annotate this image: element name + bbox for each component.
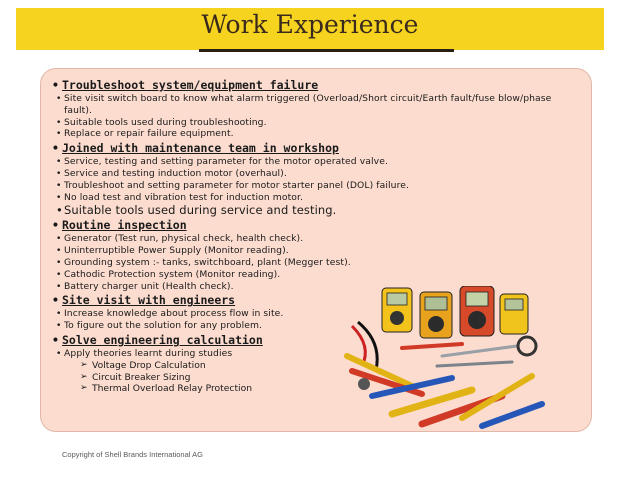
list-item: • Suitable tools used during troubleshooting. [52,117,552,129]
sub-item: ➢ Circuit Breaker Sizing [80,371,191,383]
list-item: • Grounding system :- tanks, switchboard, plant (Megger test). [52,257,552,269]
copyright-text: Copyright of Shell Brands International AG [62,450,203,459]
list-item: • Increase knowledge about process flow in site. [52,308,552,320]
arrow-bullet-icon: ➢ [80,359,88,370]
list-item: • Uninterruptible Power Supply (Monitor reading). [52,245,552,257]
list-item: • Site visit switch board to know what alarm triggered (Overload/Short circuit/Earth fault/fuse blow/phase fault). [52,93,552,117]
arrow-bullet-icon: ➢ [80,383,88,394]
sub-item: ➢ Thermal Overload Relay Protection [80,383,253,395]
sub-item: ➢ Voltage Drop Calculation [80,359,206,371]
list-item: • Apply theories learnt during studies [52,348,552,360]
section-troubleshoot [52,78,552,140]
title-bar [16,8,604,50]
section-heading: • Troubleshoot system/equipment failure [52,78,319,92]
slide-title: Work Experience [201,10,419,39]
list-item: • Suitable tools used during service and testing. [52,203,552,217]
list-item: • Cathodic Protection system (Monitor reading). [52,269,552,281]
list-item: • Replace or repair failure equipment. [52,128,552,140]
section-heading: • Solve engineering calculation [52,332,263,347]
section-routine-inspection [52,218,552,292]
section-heading: • Site visit with engineers [52,293,236,308]
arrow-bullet-icon: ➢ [80,371,88,382]
list-item: • Generator (Test run, physical check, health check). [52,233,552,245]
list-item: • Service, testing and setting parameter for the motor operated valve. [52,156,552,168]
list-item: • No load test and vibration test for induction motor. [52,192,552,204]
title-underline [199,49,454,52]
list-item: • Service and testing induction motor (overhaul). [52,168,552,180]
list-item: • Troubleshoot and setting parameter for motor starter panel (DOL) failure. [52,180,552,192]
list-item: • To figure out the solution for any problem. [52,320,552,332]
section-workshop [52,141,552,217]
section-heading: • Routine inspection [52,218,187,233]
section-heading: • Joined with maintenance team in workshop [52,141,339,156]
list-item: • Battery charger unit (Health check). [52,281,552,293]
tools-image [342,286,547,432]
